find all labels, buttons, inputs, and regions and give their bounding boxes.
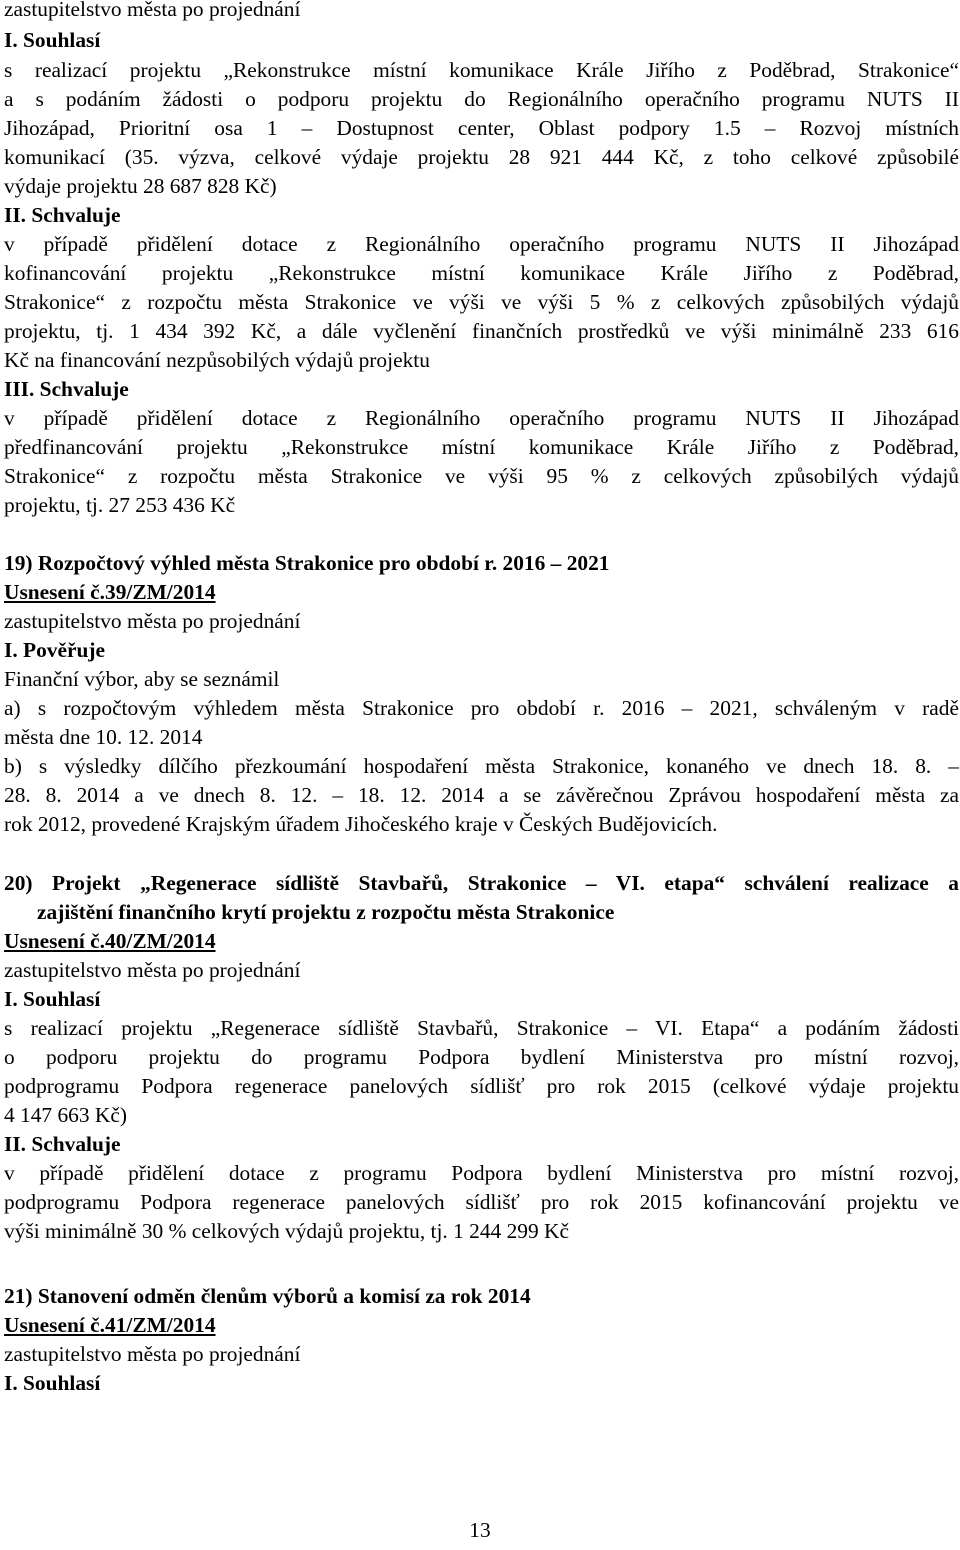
agenda-item-title-cont: zajištění finančního krytí projektu z rozpočtu města Strakonice xyxy=(37,900,615,924)
resolution-heading: I. Souhlasí xyxy=(4,987,101,1011)
paragraph-line: projektu, tj. 1 434 392 Kč, a dále vyčlenění finančních prostředků ve výši minimálně 233 616 xyxy=(4,319,959,343)
assembly-line: zastupitelstvo města po projednání xyxy=(4,609,301,633)
paragraph-line: předfinancování projektu „Rekonstrukce místní komunikace Krále Jiřího z Poděbrad, xyxy=(4,435,959,459)
paragraph-line: v případě přidělení dotace z programu Podpora bydlení Ministerstva pro místní rozvoj, xyxy=(4,1161,959,1185)
paragraph-line: města dne 10. 12. 2014 xyxy=(4,725,203,749)
paragraph-line: Jihozápad, Prioritní osa 1 – Dostupnost center, Oblast podpory 1.5 – Rozvoj místních xyxy=(4,116,959,140)
resolution-number: Usnesení č.40/ZM/2014 xyxy=(4,929,216,953)
resolution-number: Usnesení č.39/ZM/2014 xyxy=(4,580,216,604)
assembly-line: zastupitelstvo města po projednání xyxy=(4,1342,301,1366)
assembly-line: zastupitelstvo města po projednání xyxy=(4,958,301,982)
paragraph-line: rok 2012, provedené Krajským úřadem Jihočeského kraje v Českých Budějovicích. xyxy=(4,812,718,836)
agenda-item-title: 19) Rozpočtový výhled města Strakonice pro období r. 2016 – 2021 xyxy=(4,551,610,575)
paragraph-line: podprogramu Podpora regenerace panelových sídlišť pro rok 2015 (celkové výdaje projektu xyxy=(4,1074,959,1098)
paragraph-line: v případě přidělení dotace z Regionálního operačního programu NUTS II Jihozápad xyxy=(4,406,959,430)
paragraph-line: kofinancování projektu „Rekonstrukce místní komunikace Krále Jiřího z Poděbrad, xyxy=(4,261,959,285)
paragraph-line: 4 147 663 Kč) xyxy=(4,1103,127,1127)
resolution-heading: II. Schvaluje xyxy=(4,203,121,227)
resolution-heading: III. Schvaluje xyxy=(4,377,129,401)
paragraph-line: 28. 8. 2014 a ve dnech 8. 12. – 18. 12. 2014 a se závěrečnou Zprávou hospodaření města za xyxy=(4,783,959,807)
paragraph-line: výši minimálně 30 % celkových výdajů projektu, tj. 1 244 299 Kč xyxy=(4,1219,569,1243)
paragraph-line: projektu, tj. 27 253 436 Kč xyxy=(4,493,236,517)
agenda-item-title: 21) Stanovení odměn členům výborů a komisí za rok 2014 xyxy=(4,1284,531,1308)
resolution-number: Usnesení č.41/ZM/2014 xyxy=(4,1313,216,1337)
paragraph-line: b) s výsledky dílčího přezkoumání hospodaření města Strakonice, konaného ve dnech 18. 8. – xyxy=(4,754,959,778)
paragraph-line: o podporu projektu do programu Podpora bydlení Ministerstva pro místní rozvoj, xyxy=(4,1045,959,1069)
paragraph-line: Finanční výbor, aby se seznámil xyxy=(4,667,280,691)
assembly-line: zastupitelstvo města po projednání xyxy=(4,0,301,21)
paragraph-line: Strakonice“ z rozpočtu města Strakonice ve výši ve výši 5 % z celkových způsobilých výdajů xyxy=(4,290,959,314)
resolution-heading: II. Schvaluje xyxy=(4,1132,121,1156)
page-number: 13 xyxy=(469,1518,491,1542)
paragraph-line: v případě přidělení dotace z Regionálního operačního programu NUTS II Jihozápad xyxy=(4,232,959,256)
paragraph-line: Strakonice“ z rozpočtu města Strakonice ve výši 95 % z celkových způsobilých výdajů xyxy=(4,464,959,488)
paragraph-line: výdaje projektu 28 687 828 Kč) xyxy=(4,174,277,198)
paragraph-line: Kč na financování nezpůsobilých výdajů projektu xyxy=(4,348,430,372)
resolution-heading: I. Souhlasí xyxy=(4,1371,101,1395)
paragraph-line: podprogramu Podpora regenerace panelových sídlišť pro rok 2015 kofinancování projektu ve xyxy=(4,1190,959,1214)
paragraph-line: a s podáním žádosti o podporu projektu do Regionálního operačního programu NUTS II xyxy=(4,87,959,111)
resolution-heading: I. Pověřuje xyxy=(4,638,105,662)
resolution-heading: I. Souhlasí xyxy=(4,28,101,52)
paragraph-line: komunikací (35. výzva, celkové výdaje projektu 28 921 444 Kč, z toho celkové způsobilé xyxy=(4,145,959,169)
paragraph-line: a) s rozpočtovým výhledem města Strakonice pro období r. 2016 – 2021, schváleným v radě xyxy=(4,696,959,720)
paragraph-line: s realizací projektu „Rekonstrukce místní komunikace Krále Jiřího z Poděbrad, Strakonice“ xyxy=(4,58,959,82)
agenda-item-title: 20) Projekt „Regenerace sídliště Stavbařů, Strakonice – VI. etapa“ schválení realizace a xyxy=(4,871,959,895)
paragraph-line: s realizací projektu „Regenerace sídliště Stavbařů, Strakonice – VI. Etapa“ a podáním žádosti xyxy=(4,1016,959,1040)
